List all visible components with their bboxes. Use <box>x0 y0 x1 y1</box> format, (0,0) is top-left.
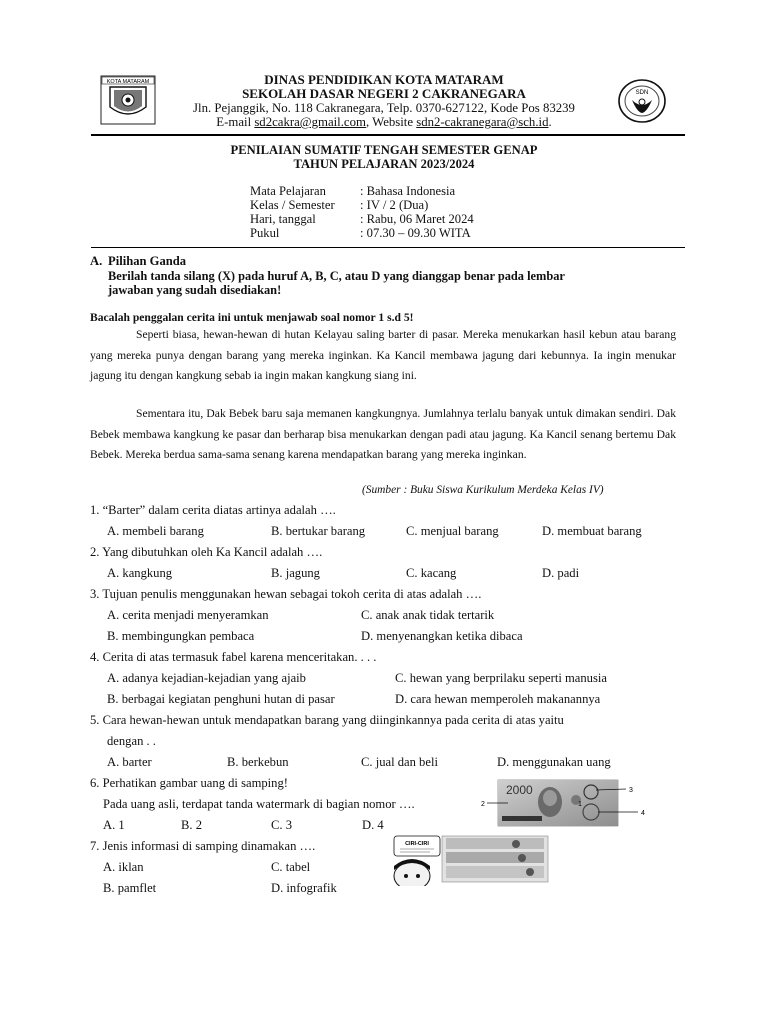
website-suffix: . <box>548 115 552 129</box>
website-link[interactable]: sdn2-cakranegara@sch.id <box>416 115 549 129</box>
info-label: Pukul <box>250 226 280 240</box>
q5-option-a[interactable]: A. barter <box>107 755 152 769</box>
q5-option-b[interactable]: B. berkebun <box>227 755 289 769</box>
school-contacts <box>0 115 768 130</box>
q3-option-a[interactable]: A. cerita menjadi menyeramkan <box>107 608 269 622</box>
question-2: 2. Yang dibutuhkan oleh Ka Kancil adalah …. <box>90 545 323 559</box>
banknote-label-4: 4 <box>641 810 645 817</box>
info-label: Mata Pelajaran <box>250 184 326 198</box>
q6-option-d[interactable]: D. 4 <box>362 818 384 832</box>
section-letter: A. <box>90 254 103 268</box>
exam-title: PENILAIAN SUMATIF TENGAH SEMESTER GENAP <box>230 143 538 157</box>
story-paragraph-1-text: Seperti biasa, hewan-hewan di hutan Kelayau saling barter di pasar. Mereka menukarkan hasil kebun atau barang yang mereka punya dengan barang yang mereka inginkan. Ka Kancil membawa jagung dari kebunnya. Ia ingin menukar jagung itu dengan kangkung sebab ia ingin makan kangkung siang ini. <box>90 328 676 382</box>
info-label: Kelas / Semester <box>250 198 335 212</box>
q3-option-c[interactable]: C. anak anak tidak tertarik <box>361 608 495 622</box>
question-6: 6. Perhatikan gambar uang di samping! <box>90 776 288 790</box>
info-label: Hari, tanggal <box>250 212 316 226</box>
section-title: Pilihan Ganda <box>108 254 187 268</box>
info-value: : IV / 2 (Dua) <box>360 198 429 212</box>
q6-option-b[interactable]: B. 2 <box>181 818 202 832</box>
q4-option-b[interactable]: B. berbagai kegiatan penghuni hutan di pasar <box>107 692 335 706</box>
info-rule <box>91 247 685 248</box>
agency-name: DINAS PENDIDIKAN KOTA MATARAM <box>264 72 504 87</box>
question-4: 4. Cerita di atas termasuk fabel karena menceritakan. . . . <box>90 650 377 664</box>
exam-year: TAHUN PELAJARAN 2023/2024 <box>293 157 475 171</box>
info-value: : Rabu, 06 Maret 2024 <box>360 212 474 226</box>
story-paragraph-1 <box>90 325 676 387</box>
q3-option-b[interactable]: B. membingungkan pembaca <box>107 629 255 643</box>
q4-option-d[interactable]: D. cara hewan memperoleh makanannya <box>395 692 601 706</box>
q1-option-b[interactable]: B. bertukar barang <box>271 524 366 538</box>
q1-option-c[interactable]: C. menjual barang <box>406 524 499 538</box>
question-6-continued: Pada uang asli, terdapat tanda watermark di bagian nomor …. <box>103 797 415 811</box>
q1-option-a[interactable]: A. membeli barang <box>107 524 204 538</box>
banknote-label-2: 2 <box>481 801 485 808</box>
q7-option-a[interactable]: A. iklan <box>103 860 144 874</box>
banknote-image <box>478 776 656 830</box>
email-link[interactable]: sd2cakra@gmail.com <box>254 115 366 129</box>
infographic-image <box>390 834 552 886</box>
banknote-label-1: 1 <box>578 801 582 808</box>
section-instruction-line2: jawaban yang sudah disediakan! <box>108 283 282 297</box>
q2-option-b[interactable]: B. jagung <box>271 566 320 580</box>
school-address: Jln. Pejanggik, No. 118 Cakranegara, Telp. 0370-627122, Kode Pos 83239 <box>193 101 575 115</box>
infographic-title: CIRI-CIRI <box>405 841 429 847</box>
banknote-value: 2000 <box>506 783 533 797</box>
question-5-continued: dengan . . <box>107 734 156 748</box>
question-1: 1. “Barter” dalam cerita diatas artinya adalah …. <box>90 503 336 517</box>
q1-option-d[interactable]: D. membuat barang <box>542 524 642 538</box>
q5-option-c[interactable]: C. jual dan beli <box>361 755 438 769</box>
q5-option-d[interactable]: D. menggunakan uang <box>497 755 611 769</box>
story-source: (Sumber : Buku Siswa Kurikulum Merdeka Kelas IV) <box>362 484 604 496</box>
q7-option-b[interactable]: B. pamflet <box>103 881 157 895</box>
email-prefix: E-mail <box>216 115 255 129</box>
q6-option-c[interactable]: C. 3 <box>271 818 292 832</box>
q7-option-d[interactable]: D. infografik <box>271 881 337 895</box>
q4-option-a[interactable]: A. adanya kejadian-kejadian yang ajaib <box>107 671 306 685</box>
q2-option-d[interactable]: D. padi <box>542 566 580 580</box>
story-heading: Bacalah penggalan cerita ini untuk menjawab soal nomor 1 s.d 5! <box>90 311 414 324</box>
question-3: 3. Tujuan penulis menggunakan hewan sebagai tokoh cerita di atas adalah …. <box>90 587 482 601</box>
info-value: : 07.30 – 09.30 WITA <box>360 226 471 240</box>
banknote-label-3: 3 <box>629 787 633 794</box>
q2-option-c[interactable]: C. kacang <box>406 566 457 580</box>
q2-option-a[interactable]: A. kangkung <box>107 566 173 580</box>
story-paragraph-2-text: Sementara itu, Dak Bebek baru saja memanen kangkungnya. Jumlahnya terlalu banyak untuk dimakan sendiri. Dak Bebek membawa kangkung ke pasar dan berharap bisa menukarkan dengan padi atau jagung. Ka Kancil senang bertemu Dak Bebek. Mereka berdua sama-sama senang karena mendapatkan barang yang mereka inginkan. <box>90 407 676 461</box>
q4-option-c[interactable]: C. hewan yang berprilaku seperti manusia <box>395 671 607 685</box>
question-7: 7. Jenis informasi di samping dinamakan …. <box>90 839 316 853</box>
header-rule-thick <box>91 134 685 136</box>
right-logo-caption: SDN <box>635 90 649 96</box>
question-5: 5. Cara hewan-hewan untuk mendapatkan barang yang diinginkannya pada cerita di atas yaitu <box>90 713 564 727</box>
website-prefix: , Website <box>365 115 417 129</box>
school-name: SEKOLAH DASAR NEGERI 2 CAKRANEGARA <box>242 86 526 101</box>
q3-option-d[interactable]: D. menyenangkan ketika dibaca <box>361 629 523 643</box>
info-value: : Bahasa Indonesia <box>360 184 456 198</box>
q7-option-c[interactable]: C. tabel <box>271 860 311 874</box>
q6-option-a[interactable]: A. 1 <box>103 818 125 832</box>
left-logo-caption: KOTA MATARAM <box>106 79 150 85</box>
section-instruction-line1: Berilah tanda silang (X) pada huruf A, B, C, atau D yang dianggap benar pada lembar <box>108 269 565 283</box>
story-paragraph-2 <box>90 404 676 466</box>
